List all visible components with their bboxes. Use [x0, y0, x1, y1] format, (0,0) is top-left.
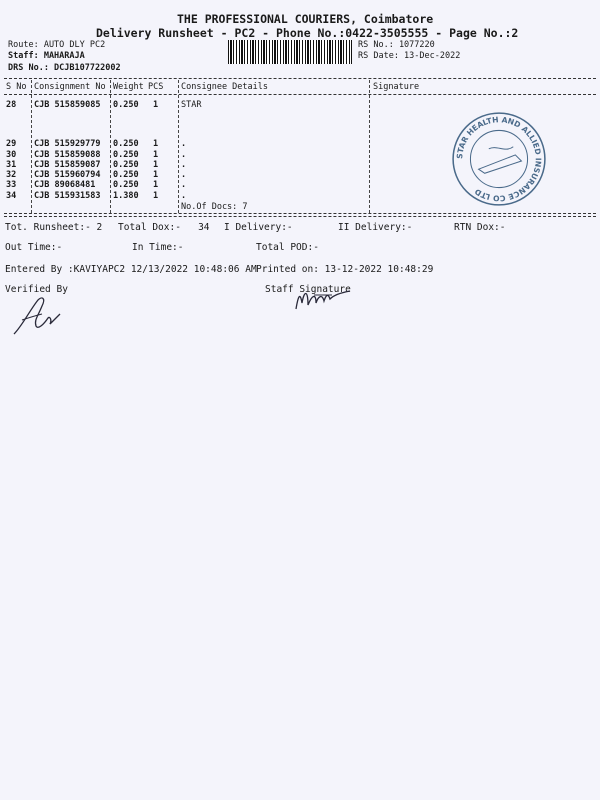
in-time: In Time:-: [132, 242, 184, 253]
verified-by-label: Verified By: [5, 284, 68, 295]
table-row: 28 CJB 515859085 0.250 1 STAR: [6, 100, 202, 110]
table-row: 34 CJB 515931583 1.380 1 .: [6, 191, 187, 201]
route-label: Route: AUTO DLY PC2: [8, 40, 106, 50]
col-pcs: PCS: [148, 82, 164, 92]
out-time: Out Time:-: [5, 242, 63, 253]
runsheet-subtitle: Delivery Runsheet - PC2 - Phone No.:0422-3505555 - Page No.:2: [96, 26, 519, 40]
drs-number: DRS No.: DCJB107722002: [8, 63, 121, 73]
rs-date: RS Date: 13-Dec-2022: [358, 51, 461, 61]
staff-signature: [292, 283, 356, 315]
col-weight: Weight: [113, 82, 144, 92]
col-consignee: Consignee Details: [181, 82, 268, 92]
col-sno: S No: [6, 82, 27, 92]
table-row: 32 CJB 515960794 0.250 1 .: [6, 170, 187, 180]
staff-signature-label: Staff Signature: [265, 284, 351, 295]
table-row: 29 CJB 515929779 0.250 1 .: [6, 139, 187, 149]
entered-by: Entered By :KAVIYAPC2 12/13/2022 10:48:06 AM: [5, 264, 257, 275]
table-row: 31 CJB 515859087 0.250 1 .: [6, 160, 187, 170]
table-header: [0, 82, 600, 92]
stamp-text: STAR HEALTH AND ALLIED INSURANCE CO LTD: [455, 115, 543, 203]
docs-count: No.Of Docs: 7: [181, 202, 248, 212]
rtn-dox: RTN Dox:-: [454, 222, 506, 233]
ii-delivery: II Delivery:-: [338, 222, 413, 233]
table-row: 30 CJB 515859088 0.250 1 .: [6, 150, 187, 160]
i-delivery: I Delivery:-: [224, 222, 293, 233]
barcode: [228, 40, 352, 64]
total-dox: Total Dox:- 34: [118, 222, 210, 233]
divider: [4, 216, 596, 217]
staff-label: Staff: MAHARAJA: [8, 51, 85, 61]
verified-signature: [8, 290, 62, 338]
svg-text:STAR HEALTH AND ALLIED INSURAN: [455, 115, 543, 203]
divider: [4, 213, 596, 214]
divider: [4, 94, 596, 95]
table-row: 33 CJB 89068481 0.250 1 .: [6, 180, 187, 190]
rs-number: RS No.: 1077220: [358, 40, 435, 50]
company-stamp: [448, 108, 550, 210]
col-signature: Signature: [373, 82, 420, 92]
divider: [4, 78, 596, 79]
printed-on: Printed on: 13-12-2022 10:48:29: [256, 264, 434, 275]
company-title: THE PROFESSIONAL COURIERS, Coimbatore: [177, 12, 434, 26]
col-consignment: Consignment No: [34, 82, 106, 92]
tot-runsheet: Tot. Runsheet:- 2: [5, 222, 103, 233]
total-pod: Total POD:-: [256, 242, 319, 253]
